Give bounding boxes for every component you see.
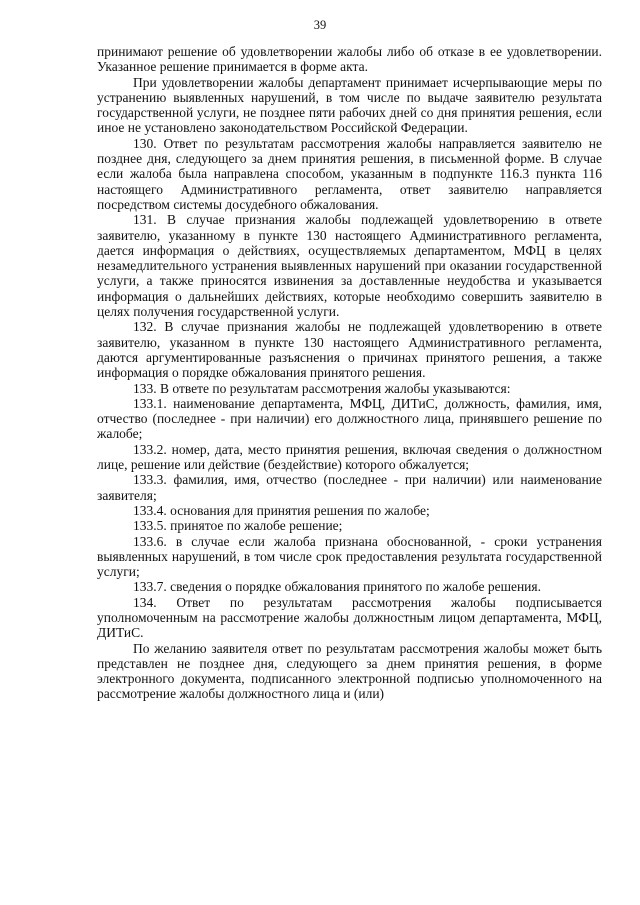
paragraph-133-4: 133.4. основания для принятия решения по жалобе; [133,502,430,518]
paragraph-133-1: 133.1. наименование департамента, МФЦ, ДИТиС, должность, фамилия, имя, отчество (последнее - при наличии) его должностного лица, принявшего решение по жалобе; [97,395,602,442]
paragraph-continuation: принимают решение об удовлетворении жалобы либо об отказе в ее удовлетворении. Указанное решение принимается в форме акта. [97,44,602,75]
document-body [97,44,602,702]
paragraph-satisfaction-measures: При удовлетворении жалобы департамент принимает исчерпывающие меры по устранению выявленных нарушений, в том числе по выдаче заявителю результата государственной услуги, не позднее пяти рабочих дней со дня принятия решения, если иное не установлено законодательством Российской Федерации. [97,74,602,136]
paragraph-133: 133. В ответе по результатам рассмотрения жалобы указываются: [133,380,511,396]
paragraph-133-5: 133.5. принятое по жалобе решение; [133,518,343,534]
paragraph-electronic-answer: По желанию заявителя ответ по результатам рассмотрения жалобы может быть представлен не позднее дня, следующего за днем принятия решения, в форме электронного документа, подписанного электронной подписью уполномоченного на рассмотрение жалобы должностного лица и (или) [97,640,602,702]
paragraph-133-7: 133.7. сведения о порядке обжалования принятого по жалобе решения. [133,579,541,595]
paragraph-131: 131. В случае признания жалобы подлежащей удовлетворению в ответе заявителю, указанному в пункте 130 настоящего Административного регламента, дается информация о действиях, осуществляемых департаментом, МФЦ в целях незамедлительного устранения выявленных нарушений при оказании государственной услуги, а также приносятся извинения за доставленные неудобства и указывается информация о дальнейших действиях, которые необходимо совершить заявителю в целях получения государственной услуги. [97,212,602,320]
paragraph-132: 132. В случае признания жалобы не подлежащей удовлетворению в ответе заявителю, указанном в пункте 130 настоящего Административного регламента, даются аргументированные разъяснения о причинах принятого решения, а также информация о порядке обжалования принятого решения. [97,319,602,381]
paragraph-134: 134. Ответ по результатам рассмотрения жалобы подписывается уполномоченным на рассмотрение жалобы должностным лицом департамента, МФЦ, ДИТиС. [97,594,602,641]
paragraph-133-6: 133.6. в случае если жалоба признана обоснованной, - сроки устранения выявленных нарушений, в том числе срок предоставления результата государственной услуги; [97,533,602,580]
paragraph-130: 130. Ответ по результатам рассмотрения жалобы направляется заявителю не позднее дня, следующего за днем принятия решения, в письменной форме. В случае если жалоба была направлена способом, указанным в подпункте 116.3 пункта 116 настоящего Административного регламента, ответ заявителю направляется посредством системы досудебного обжалования. [97,135,602,212]
paragraph-133-3: 133.3. фамилия, имя, отчество (последнее - при наличии) или наименование заявителя; [97,472,602,503]
page-number: 39 [313,18,327,32]
paragraph-133-2: 133.2. номер, дата, место принятия решения, включая сведения о должностном лице, решение или действие (бездействие) которого обжалуется; [97,441,602,473]
